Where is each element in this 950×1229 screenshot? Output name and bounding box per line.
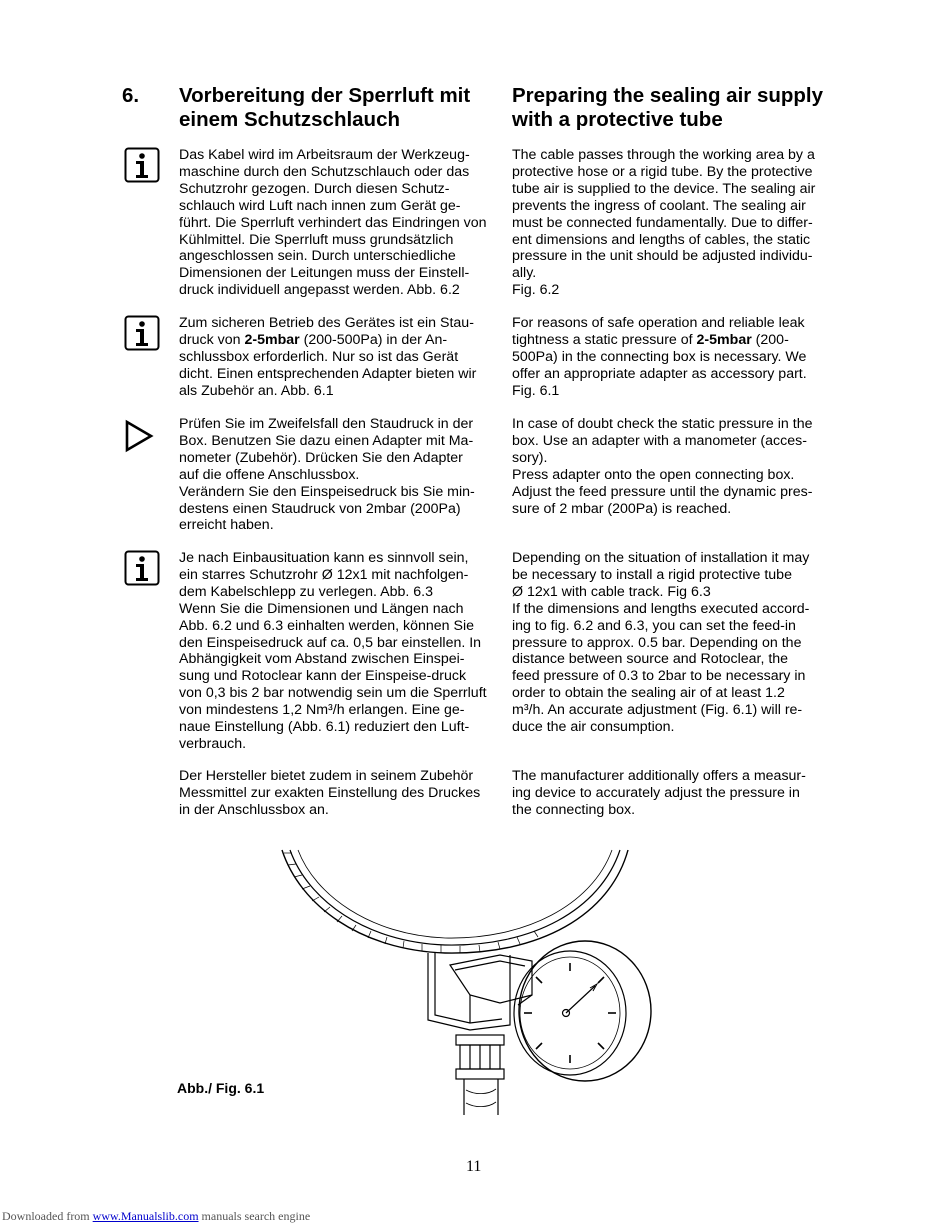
text-line: ing device to accurately adjust the pressure in — [512, 784, 800, 801]
text-line: in der Anschlussbox an. — [179, 801, 329, 818]
text-line: Kühlmittel. Die Sperrluft muss grundsätzlich — [179, 231, 454, 248]
text-line: führt. Die Sperrluft verhindert das Eindringen von — [179, 214, 487, 231]
text-line: The manufacturer additionally offers a measur- — [512, 768, 806, 784]
text-line: ein starres Schutzrohr Ø 12x1 mit nachfolgen- — [179, 566, 469, 583]
section-title-en — [512, 84, 823, 132]
text-line: sung und Rotoclear kann der Einspeise-druck — [179, 668, 467, 685]
text-line: The cable passes through the working area by a — [512, 147, 815, 163]
text-line: m³/h. An accurate adjustment (Fig. 6.1) will re- — [512, 702, 803, 719]
text-line: druck individuell angepasst werden. Abb. 6.2 — [179, 282, 460, 299]
figure-manometer-adapter — [270, 845, 670, 1120]
text-line: Zum sicheren Betrieb des Gerätes ist ein Stau- — [179, 315, 474, 331]
section-title-de-line2: einem Schutzschlauch — [179, 108, 401, 131]
text-line: angeschlossen sein. Durch unterschiedliche — [179, 248, 456, 265]
paragraph-de-1 — [179, 147, 487, 299]
text-line: erreicht haben. — [179, 517, 274, 534]
text-line: Abb. 6.2 und 6.3 einhalten werden, können Sie — [179, 617, 475, 634]
text-line: If the dimensions and lengths executed accord- — [512, 600, 810, 617]
section-title-de-line1: Vorbereitung der Sperrluft mit — [179, 84, 471, 107]
text-line: duce the air consumption. — [512, 719, 675, 736]
paragraph-de-2 — [179, 315, 476, 400]
text-line: schlauch wird Luft nach innen zum Gerät ge- — [179, 197, 461, 214]
section-title-en-line1: Preparing the sealing air supply — [512, 84, 824, 107]
section-title-de — [179, 84, 470, 132]
text-line: Der Hersteller bietet zudem in seinem Zubehör — [179, 768, 474, 784]
text-line: von 0,3 bis 2 bar notwendig sein um die Sperrluft — [179, 685, 487, 702]
manualslib-link[interactable]: www.Manualslib.com — [92, 1209, 199, 1223]
pressure-range-bold: 2-5mbar — [244, 331, 300, 348]
text-line: schlussbox erforderlich. Nur so ist das Gerät — [179, 348, 459, 365]
text-line: must be connected fundamentally. Due to differ- — [512, 214, 813, 231]
text-line: Fig. 6.2 — [512, 282, 560, 299]
text-line: prevents the ingress of coolant. The sealing air — [512, 197, 806, 214]
text-line: Verändern Sie den Einspeisedruck bis Sie min- — [179, 483, 475, 500]
text-line: Dimensionen der Leitungen muss der Einstell- — [179, 265, 470, 282]
text-line: verbrauch. — [179, 735, 247, 752]
text-line: Fig. 6.1 — [512, 382, 560, 399]
page-number: 11 — [466, 1158, 482, 1175]
text-line: den Einspeisedruck auf ca. 0,5 bar einstellen. In — [179, 634, 482, 651]
text-line: protective hose or a rigid tube. By the protective — [512, 163, 813, 180]
text-line: ally. — [512, 265, 537, 282]
text-line: Ø 12x1 with cable track. Fig 6.3 — [512, 583, 711, 600]
paragraph-de-5 — [179, 768, 480, 819]
text-line: tube air is supplied to the device. The sealing air — [512, 180, 816, 197]
text-line: pressure to approx. 0.5 bar. Depending on the — [512, 634, 802, 651]
text-line: Je nach Einbausituation kann es sinnvoll sein, — [179, 550, 469, 566]
text-line: Adjust the feed pressure until the dynamic pres- — [512, 483, 813, 500]
paragraph-en-4 — [512, 550, 809, 736]
text-line: Prüfen Sie im Zweifelsfall den Staudruck in der — [179, 416, 474, 432]
text-line: Wenn Sie die Dimensionen und Längen nach — [179, 600, 464, 617]
text-line: auf die offene Anschlussbox. — [179, 466, 360, 483]
text-line: Schutzrohr gezogen. Durch diesen Schutz- — [179, 180, 450, 197]
text-line: dicht. Einen entsprechenden Adapter bieten wir — [179, 365, 477, 382]
text-line: nometer (Zubehör). Drücken Sie den Adapter — [179, 449, 463, 466]
figure-caption: Abb./ Fig. 6.1 — [177, 1080, 265, 1096]
text-line: naue Einstellung (Abb. 6.1) reduziert den Luft- — [179, 719, 470, 736]
text-line: box. Use an adapter with a manometer (acces- — [512, 432, 807, 449]
text-line: sure of 2 mbar (200Pa) is reached. — [512, 500, 732, 517]
paragraph-de-4 — [179, 550, 487, 753]
text-line: sory). — [512, 449, 548, 466]
text-line: Box. Benutzen Sie dazu einen Adapter mit Ma- — [179, 432, 474, 449]
text-line: For reasons of safe operation and reliable leak — [512, 315, 805, 331]
text-line: 500Pa) in the connecting box is necessary. We — [512, 348, 807, 365]
text-line: pressure in the unit should be adjusted individu- — [512, 248, 813, 265]
paragraph-de-3 — [179, 416, 475, 534]
text-line: be necessary to install a rigid protective tube — [512, 566, 792, 583]
text-line: ent dimensions and lengths of cables, the static — [512, 231, 811, 248]
text-line: dem Kabelschlepp zu verlegen. Abb. 6.3 — [179, 583, 433, 600]
text-line: von mindestens 1,2 Nm³/h erlangen. Eine ge- — [179, 702, 465, 719]
paragraph-en-3 — [512, 416, 812, 517]
section-number: 6. — [122, 84, 140, 107]
text-line: order to obtain the sealing air of at least 1.2 — [512, 685, 785, 702]
text-line: druck von 2-5mbar (200-500Pa) in der An- — [179, 331, 448, 348]
text-line: Messmittel zur exakten Einstellung des Druckes — [179, 784, 481, 801]
text-line: destens einen Staudruck von 2mbar (200Pa) — [179, 500, 461, 517]
text-line: feed pressure of 0.3 to 2bar to be necessary in — [512, 668, 806, 685]
text-line: tightness a static pressure of 2-5mbar (200- — [512, 331, 789, 348]
paragraph-en-2 — [512, 315, 807, 400]
text-line: Das Kabel wird im Arbeitsraum der Werkzeug- — [179, 147, 470, 163]
info-icon — [124, 147, 160, 183]
footer-prefix: Downloaded from — [2, 1209, 93, 1223]
paragraph-en-1 — [512, 147, 815, 299]
text-line: Depending on the situation of installation it may — [512, 550, 810, 566]
paragraph-en-5 — [512, 768, 806, 819]
text-line: als Zubehör an. Abb. 6.1 — [179, 382, 334, 399]
text-line: Abhängigkeit vom Abstand zwischen Einspei- — [179, 651, 465, 668]
text-line: In case of doubt check the static pressure in the — [512, 416, 813, 432]
section-title-en-line2: with a protective tube — [512, 108, 723, 131]
text-line: offer an appropriate adapter as accessory part. — [512, 365, 807, 382]
text-line: maschine durch den Schutzschlauch oder das — [179, 163, 470, 180]
footer-suffix: manuals search engine — [198, 1209, 311, 1223]
info-icon — [124, 550, 160, 586]
triangle-arrow-icon — [124, 419, 154, 453]
text-line: distance between source and Rotoclear, the — [512, 651, 789, 668]
download-footer — [2, 1209, 310, 1224]
info-icon — [124, 315, 160, 351]
text-line: Press adapter onto the open connecting box. — [512, 466, 795, 483]
text-line: the connecting box. — [512, 801, 636, 818]
text-line: ing to fig. 6.2 and 6.3, you can set the feed-in — [512, 617, 796, 634]
pressure-range-bold: 2-5mbar — [696, 331, 752, 348]
